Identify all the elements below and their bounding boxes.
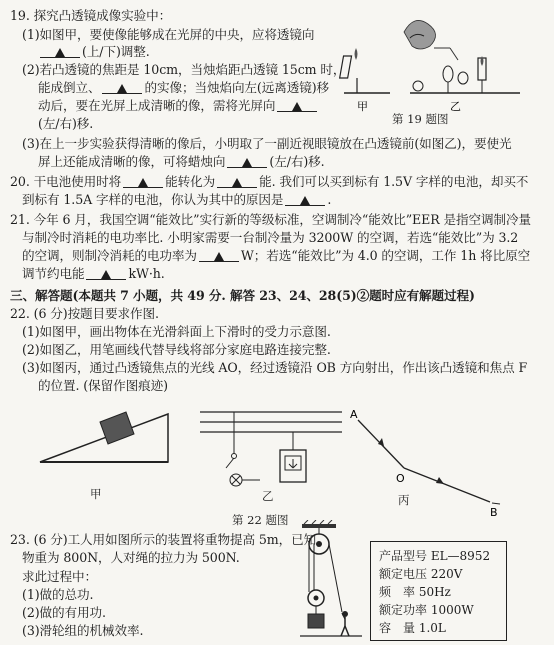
pulley-system-figure [296,520,366,642]
q22-part3-line2: 的位置. (保留作图痕迹) [38,378,168,393]
q19-figure [330,8,545,123]
q22-fig-label-bing: 丙 [398,493,410,507]
lens-setup-yi [404,20,520,93]
q22-part2: (2)如图乙，用笔画线代替导线将部分家庭电路连接完整. [22,342,331,357]
q23-line1: 23. (6 分)工人用如图所示的装置将重物提高 5m，已知 [10,532,317,547]
triangle-icon [242,158,252,167]
q22-fig-ray [340,406,520,516]
spec-model: 产品型号 EL—8952 [379,549,491,563]
triangle-icon [292,102,302,111]
q19-part3-line2: 屏上还能成清晰的像，可将蜡烛向 (左/右)移. [38,154,325,169]
fig19-label-yi: 乙 [450,100,461,113]
q23-line4: (1)做的总功. [22,587,94,602]
q19-title: 19. 探究凸透镜成像实验中： [10,8,172,23]
q19-part2-line1: (2)若凸透镜的焦距是 10cm，当烛焰距凸透镜 15cm 时， [22,62,346,77]
q21-line3: 的空调，则制冷消耗的电功率为 W；若选“能效比”为 4.0 的空调，工作 1h 将比原空 [22,248,531,263]
q22-part1: (1)如图甲，画出物体在光滑斜面上下滑时的受力示意图. [22,324,331,339]
q23-line5: (2)做的有用功. [22,605,106,620]
q19-part1-answer: (上/下)调整. [38,44,150,60]
answer-blank[interactable] [285,192,325,206]
q23-line6: (3)滑轮组的机械效率. [22,623,144,638]
q22-fig-circuit [196,406,346,496]
q19-part1: (1)如图甲，要使像能够成在光屏的中央，应将透镜向 [22,27,315,42]
q21-line1: 21. 今年 6 月，我国空调“能效比”实行新的等级标准，空调制冷“能效比”EER 是指空调制冷量 [10,212,531,227]
q19-part2-line3: 动后，要在光屏上成清晰的像，需将光屏向 [38,98,319,114]
section-three-heading: 三、解答题(本题共 7 小题，共 49 分. 解答 23、24、28(5)②题时应有解题过程) [10,288,475,303]
q22-fig-label-yi: 乙 [262,489,274,503]
triangle-icon [117,84,127,93]
answer-blank[interactable] [227,154,267,168]
q19-figure-caption: 第 19 题图 [392,112,449,126]
answer-blank[interactable] [123,174,163,188]
triangle-icon [55,48,65,57]
q19-part2-line2: 能成倒立、 的实像；当烛焰向左(远离透镜)移 [38,80,330,95]
answer-blank[interactable] [277,98,317,112]
spec-frequency: 频 率 50Hz [379,585,451,599]
triangle-icon [300,196,310,205]
q22-figure-caption: 第 22 题图 [232,513,289,527]
answer-blank[interactable] [86,266,126,280]
q19-part2-line4: (左/右)移. [38,116,94,131]
candle-setup-jia [340,48,390,93]
q23-line2: 物重为 800N，人对绳的拉力为 500N. [22,550,240,565]
q21-line4: 调节约电能 kW·h. [22,266,165,281]
point-b-label: B [490,506,498,516]
q22-title: 22. (6 分)按题目要求作图. [10,306,159,321]
answer-blank[interactable] [199,248,239,262]
spec-voltage: 额定电压 220V [379,567,463,581]
q23-line3: 求此过程中： [22,569,97,584]
product-spec-box [370,541,507,641]
answer-blank[interactable] [40,44,80,58]
triangle-icon [232,178,242,187]
q22-fig-incline [30,400,180,480]
q22-fig-label-jia: 甲 [90,487,102,501]
answer-blank[interactable] [217,174,257,188]
q20-line1: 20. 干电池使用时将 能转化为 能. 我们可以买到标有 1.5V 字样的电池，却买不 [10,174,529,189]
q19-part3-line1: (3)在上一步实验获得清晰的像后，小明取了一副近视眼镜放在凸透镜前(如图乙)，要使光 [22,136,512,151]
triangle-icon [214,252,224,261]
q21-line2: 与制冷时消耗的电功率比. 小明家需要一台制冷量为 3200W 的空调，若选“能效比”为 3.2 [22,230,519,245]
point-a-label: A [350,408,358,421]
spec-power: 额定功率 1000W [379,603,474,617]
point-o-label: O [396,472,405,485]
q22-part3-line1: (3)如图丙，通过凸透镜焦点的光线 AO，经过透镜沿 OB 方向射出，作出该凸透镜和焦点 F [22,360,528,375]
fig19-label-jia: 甲 [357,100,368,113]
spec-capacity: 容 量 1.0L [379,621,446,635]
answer-blank[interactable] [102,80,142,94]
q20-line2: 到标有 1.5A 字样的电池，你认为其中的原因是 . [22,192,332,207]
triangle-icon [138,178,148,187]
triangle-icon [101,270,111,279]
